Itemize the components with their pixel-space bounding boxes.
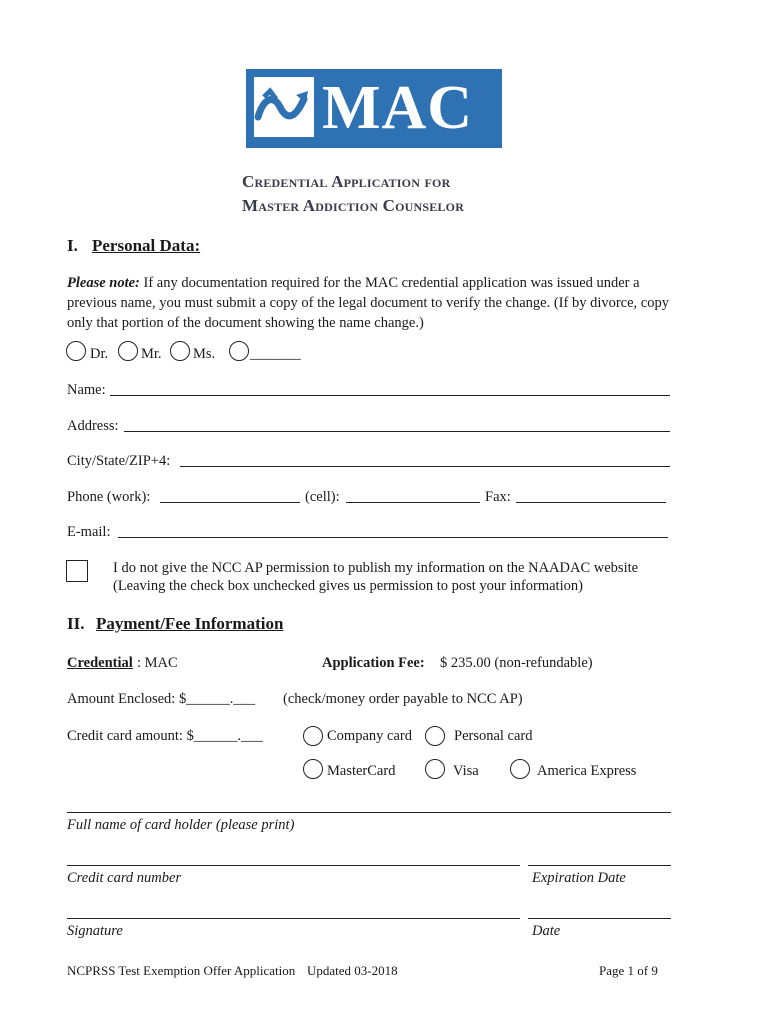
city-state-zip-label: City/State/ZIP+4: (67, 453, 171, 469)
credit-card-number-field[interactable] (67, 865, 520, 866)
note-text: If any documentation required for the MAC credential application was issued under a previous name, you must submit a copy of the legal document to verify the change. (If by divorce, copy only that portion of the document showing the name change.) (67, 275, 669, 331)
signature-label: Signature (67, 923, 123, 939)
email-label: E-mail: (67, 524, 111, 540)
phone-work-field[interactable] (160, 502, 300, 503)
radio-mastercard[interactable] (303, 759, 323, 779)
radio-personal-card[interactable] (425, 726, 445, 746)
credential-value: : MAC (137, 655, 178, 671)
mastercard-label: MasterCard (327, 763, 396, 779)
cardholder-name-label: Full name of card holder (please print) (67, 817, 295, 833)
address-label: Address: (67, 418, 119, 434)
section1-number: I. (67, 236, 78, 255)
radio-other[interactable] (229, 341, 249, 361)
salutation-mr-label: Mr. (141, 346, 162, 362)
expiration-date-field[interactable] (528, 865, 671, 866)
name-label: Name: (67, 382, 106, 398)
date-field[interactable] (528, 918, 671, 919)
salutation-other-blank[interactable]: _______ (250, 346, 301, 362)
american-express-label: America Express (537, 763, 637, 779)
name-field[interactable] (110, 395, 670, 396)
credential-label: Credential (67, 655, 133, 671)
amount-enclosed-field[interactable]: Amount Enclosed: $______.___ (67, 691, 256, 707)
email-field[interactable] (118, 537, 668, 538)
section2-heading: Payment/Fee Information (96, 614, 284, 633)
credit-card-number-label: Credit card number (67, 870, 182, 886)
radio-company-card[interactable] (303, 726, 323, 746)
radio-american-express[interactable] (510, 759, 530, 779)
section2-number: II. (67, 614, 85, 633)
footer-page-number: Page 1 of 9 (599, 963, 658, 978)
permission-text-line1: I do not give the NCC AP permission to publish my information on the NAADAC website (113, 560, 639, 576)
salutation-dr-label: Dr. (90, 346, 109, 362)
credit-card-amount-field[interactable]: Credit card amount: $______.___ (67, 728, 263, 744)
mac-logo (246, 69, 502, 148)
date-label: Date (532, 923, 561, 939)
phone-work-label: Phone (work): (67, 489, 151, 505)
application-fee-label: Application Fee: (322, 655, 425, 671)
radio-dr[interactable] (66, 341, 86, 361)
cardholder-name-field[interactable] (67, 812, 671, 813)
permission-text-line2: (Leaving the check box unchecked gives us permission to post your information) (113, 578, 583, 594)
payable-note: (check/money order payable to NCC AP) (283, 691, 523, 707)
phone-cell-field[interactable] (346, 502, 480, 503)
salutation-ms-label: Ms. (193, 346, 216, 362)
form-title-line2: Master Addiction Counselor (242, 196, 465, 215)
form-title-line1: Credential Application for (242, 172, 451, 191)
phone-cell-label: (cell): (305, 489, 340, 505)
radio-mr[interactable] (118, 341, 138, 361)
publish-permission-checkbox[interactable] (66, 560, 88, 582)
fax-field[interactable] (516, 502, 666, 503)
personal-data-note (67, 273, 679, 333)
address-field[interactable] (124, 431, 670, 432)
logo-wordmark: MAC (322, 74, 474, 142)
note-label: Please note: (67, 275, 140, 291)
application-fee-value: $ 235.00 (non-refundable) (440, 655, 593, 671)
footer-form-name: NCPRSS Test Exemption Offer Application (67, 963, 296, 978)
signature-field[interactable] (67, 918, 520, 919)
radio-visa[interactable] (425, 759, 445, 779)
mac-wave-arrow-logo-icon (254, 77, 314, 137)
section1-heading: Personal Data: (92, 236, 201, 255)
personal-card-label: Personal card (454, 728, 533, 744)
visa-label: Visa (453, 763, 479, 779)
footer-updated: Updated 03-2018 (307, 963, 398, 978)
fax-label: Fax: (485, 489, 511, 505)
expiration-date-label: Expiration Date (532, 870, 626, 886)
city-state-zip-field[interactable] (180, 466, 670, 467)
radio-ms[interactable] (170, 341, 190, 361)
company-card-label: Company card (327, 728, 412, 744)
